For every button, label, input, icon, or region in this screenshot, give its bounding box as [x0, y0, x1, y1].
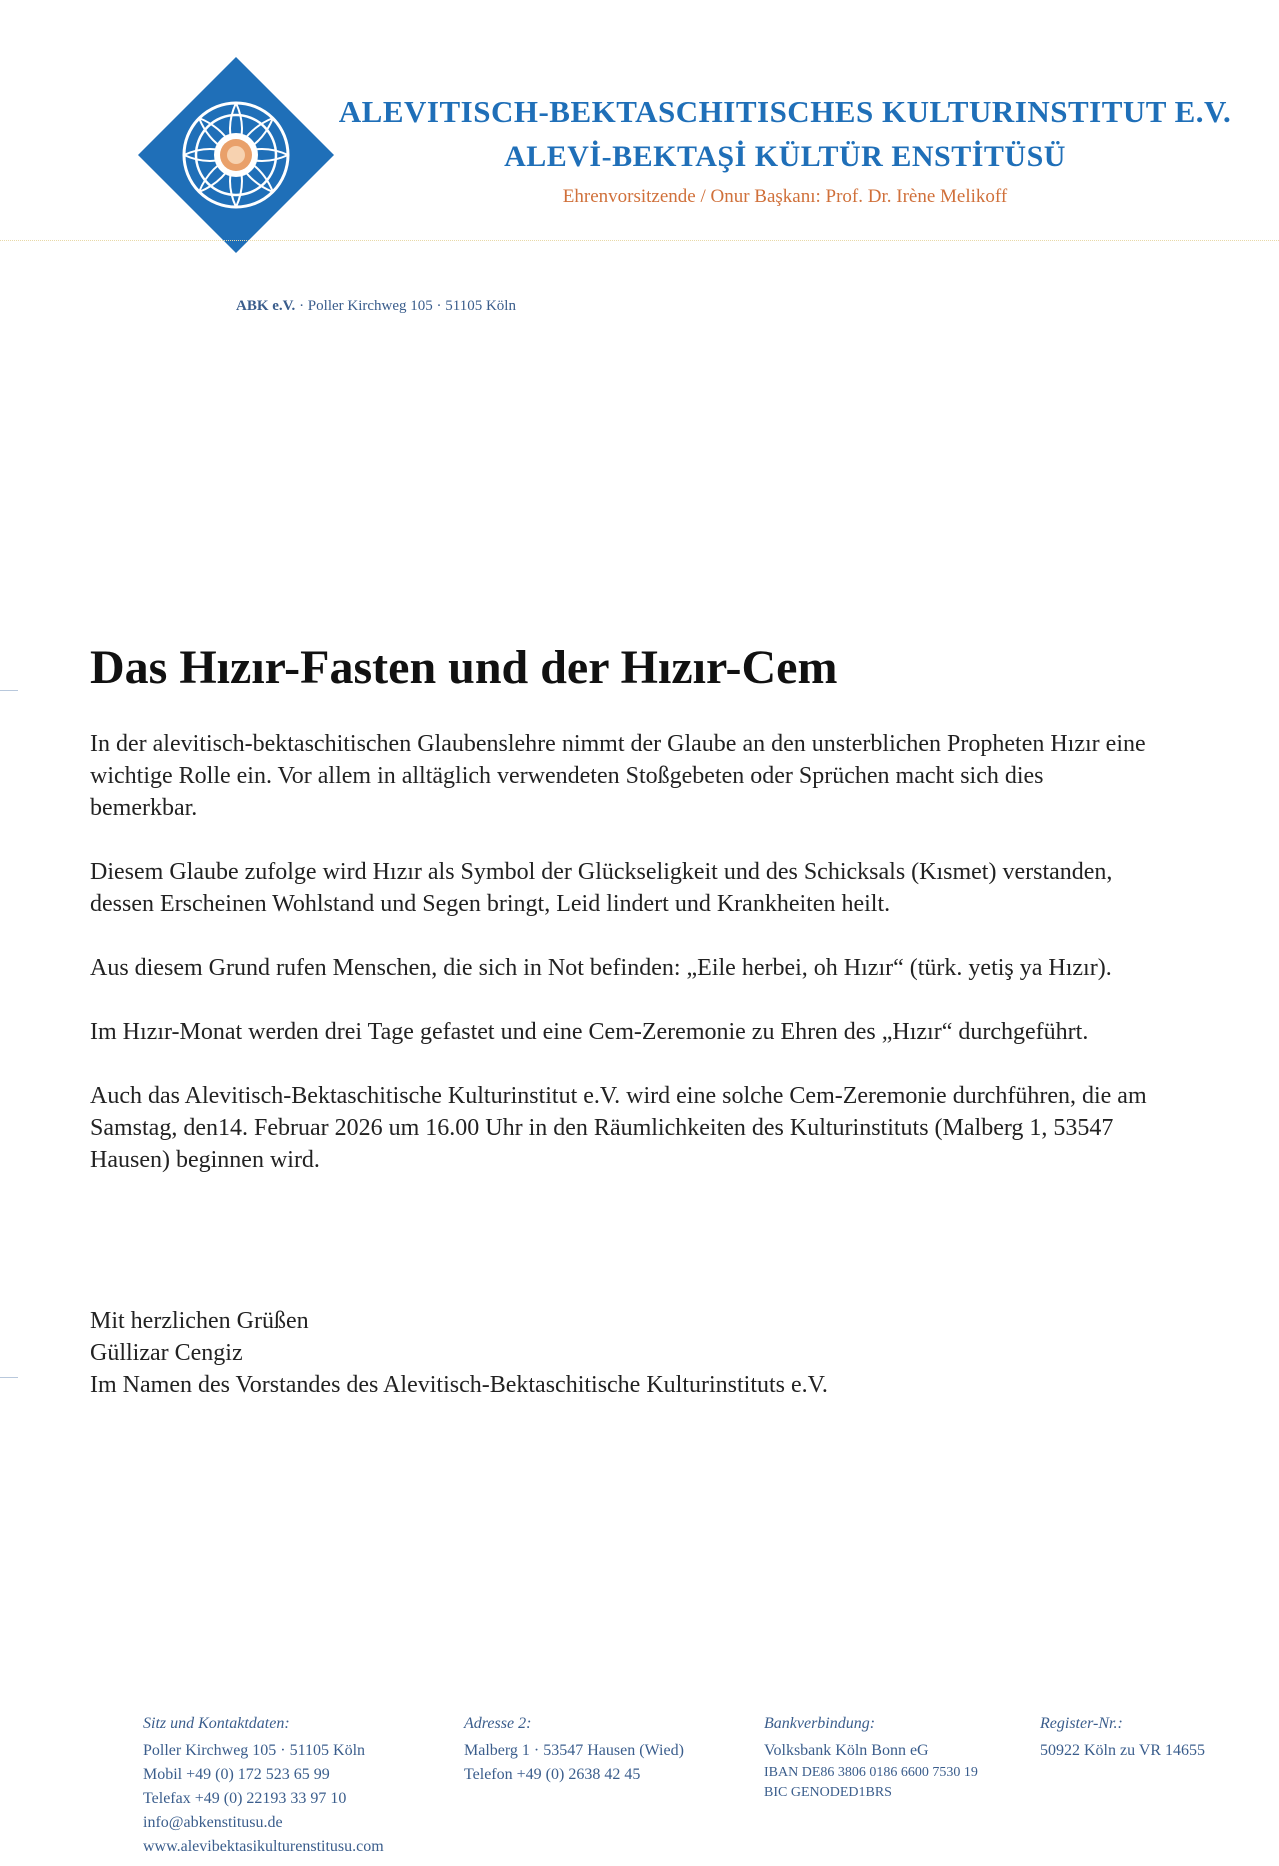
bank-bic: BIC GENODED1BRS: [764, 1785, 892, 1800]
footer-seat-contact: [143, 1712, 384, 1859]
bank-name: Volksbank Köln Bonn eG: [764, 1742, 929, 1759]
footer-heading: Sitz und Kontaktdaten:: [143, 1715, 290, 1732]
footer-heading: Register-Nr.:: [1040, 1715, 1123, 1732]
fold-mark: [0, 1377, 18, 1378]
org-name-turkish: ALEVİ-BEKTAŞİ KÜLTÜR ENSTİTÜSÜ: [504, 140, 1066, 173]
sender-name: ABK e.V.: [236, 298, 296, 314]
fold-mark: [0, 690, 18, 691]
paragraph: Im Hızır-Monat werden drei Tage gefastet und eine Cem-Zeremonie zu Ehren des „Hızır“ durchgeführt.: [90, 1019, 1089, 1045]
footer-line: Poller Kirchweg 105 · 51105 Köln: [143, 1742, 366, 1759]
paragraph: Diesem Glaube zufolge wird Hızır als Symbol der Glückseligkeit und des Schicksals (Kısmet) verstanden, dessen Erscheinen Wohlstand und Segen bringt, Leid lindert und Krankheiten heilt.: [90, 859, 1113, 917]
letter-closing: [90, 1305, 828, 1401]
footer-register: [1040, 1712, 1205, 1763]
signer-name: Güllizar Cengiz: [90, 1340, 243, 1366]
paragraph: In der alevitisch-bektaschitischen Glaubenslehre nimmt der Glaube an den unsterblichen Propheten Hızır eine wichtige Rolle ein. Vor allem in alltäglich verwendeten Stoßgebeten oder Sprüchen macht sich dies bemerkbar.: [90, 731, 1146, 821]
header-divider: [0, 240, 1279, 241]
on-behalf-line: Im Namen des Vorstandes des Alevitisch-Bektaschitische Kulturinstituts e.V.: [90, 1372, 828, 1398]
footer-website-link[interactable]: www.alevibektasikulturenstitusu.com: [143, 1838, 384, 1855]
bank-iban: IBAN DE86 3806 0186 6600 7530 19: [764, 1765, 978, 1780]
paragraph: Aus diesem Grund rufen Menschen, die sich in Not befinden: „Eile herbei, oh Hızır“ (türk. yetiş ya Hızır).: [90, 955, 1112, 981]
footer-email-link[interactable]: info@abkenstitusu.de: [143, 1814, 283, 1831]
footer-heading: Adresse 2:: [464, 1715, 532, 1732]
register-number: 50922 Köln zu VR 14655: [1040, 1742, 1206, 1759]
org-name-german: ALEVITISCH-BEKTASCHITISCHES KULTURINSTITUT E.V.: [338, 94, 1232, 129]
footer-address-2: [464, 1712, 684, 1787]
footer-line: Malberg 1 · 53547 Hausen (Wied): [464, 1742, 684, 1759]
honorary-chair-line: Ehrenvorsitzende / Onur Başkanı: Prof. Dr. Irène Melikoff: [562, 186, 1008, 207]
paragraph: Auch das Alevitisch-Bektaschitische Kulturinstitut e.V. wird eine solche Cem-Zeremonie durchführen, die am Samstag, den14. Februar 2026 um 16.00 Uhr in den Räumlichkeiten des Kulturinstituts (Malberg 1, 53547 Hausen) beginnen wird.: [90, 1083, 1147, 1173]
footer-bank: [764, 1712, 978, 1803]
footer-line: Telefax +49 (0) 22193 33 97 10: [143, 1790, 347, 1807]
letter-title: Das Hızır-Fasten und der Hızır-Cem: [90, 641, 838, 694]
closing-greeting: Mit herzlichen Grüßen: [90, 1308, 309, 1334]
sender-address: · Poller Kirchweg 105 · 51105 Köln: [295, 298, 516, 314]
sender-address-line: [236, 298, 516, 315]
letter-body: [90, 728, 1150, 1208]
footer-heading: Bankverbindung:: [764, 1715, 876, 1732]
footer-line: Telefon +49 (0) 2638 42 45: [464, 1766, 641, 1783]
footer-line: Mobil +49 (0) 172 523 65 99: [143, 1766, 330, 1783]
